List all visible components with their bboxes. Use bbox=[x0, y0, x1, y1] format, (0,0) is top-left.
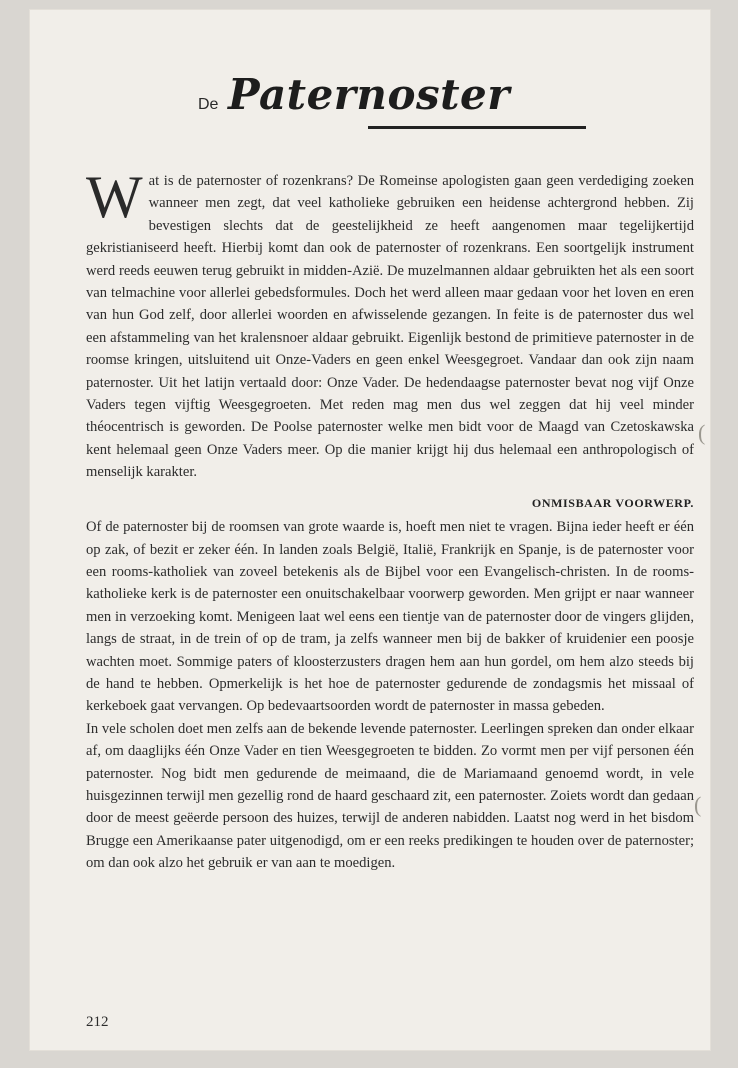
article-body bbox=[86, 164, 694, 875]
title-underline bbox=[368, 126, 586, 129]
paragraph-3: In vele scholen doet men zelfs aan de bekende levende paternoster. Leerlingen spreken dan onder elkaar af, om daaglijks één Onze Vader en tien Weesgegroeten te bidden. Zo vormt men per vijf personen één paternoster. Nog bidt men gedurende de meimaand, die de Mariamaand genoemd wordt, in vele huisgezinnen terwijl men gezellig rond de haard geschaard zit, een paternoster. Zoiets wordt dan gedaan door de meest geëerde persoon des huizes, terwijl de anderen nabidden. Laatst nog werd in het bisdom Brugge een Amerikaanse pater uitgenodigd, om er een reeks predikingen te houden over de paternoster; om dan ook alzo het gebruik er van aan te moedigen. bbox=[86, 720, 694, 872]
intro-paragraph bbox=[86, 164, 694, 484]
page-number: 212 bbox=[86, 1014, 109, 1030]
drop-cap: W bbox=[86, 164, 143, 230]
title-main: Paternoster bbox=[228, 70, 510, 119]
paragraph-2: Of de paternoster bij de roomsen van grote waarde is, hoeft men niet te vragen. Bijna ieder heeft er één op zak, of bezit er zeker één. In landen zoals België, Italië, Frankrijk en Spanje, is de paternoster voor een rooms-katholiek van zoveel betekenis als de Bijbel voor een Evangelisch-christen. In de rooms-katholieke kerk is de paternoster een onuitschakelbaar voorwerp geworden. Men grijpt er naar wanneer men in verzoeking komt. Menigeen laat wel eens een tientje van de paternoster door de vingers glijden, langs de straat, in de trein of op de tram, ja zelfs wanneer men bij de bakker of kruidenier een poosje wachten moet. Sommige paters of kloosterzusters dragen hem aan hun gordel, om hem alzo steeds bij de hand te hebben. Opmerkelijk is het hoe de paternoster gedurende de zondagsmis het missaal of kerkeboek gaat vervangen. Op bedevaartsoorden wordt de paternoster in massa gebeden. bbox=[86, 519, 694, 715]
title-prefix: De bbox=[198, 96, 219, 113]
margin-bracket-mark: ( bbox=[694, 792, 702, 817]
margin-bracket-mark: ( bbox=[698, 420, 706, 445]
magazine-page bbox=[30, 10, 710, 1050]
section-subheading: ONMISBAAR VOORWERP. bbox=[531, 495, 694, 510]
intro-text: at is de paternoster of rozenkrans? De Romeinse apologisten gaan geen verdediging zoeken wanneer men zegt, dat veel katholieke gebruiken een heidense achtergrond hebben. Zij bevestigen slechts dat de geestelijkheid ze heeft aangenomen maar tegelijkertijd gekristianiseerd heeft. Hierbij komt dan ook de paternoster of rozenkrans. Een soortgelijk instrument werd reeds eeuwen terug gebruikt in midden-Azië. De muzelmannen aldaar gebruikten het als een soort van telmachine voor allerlei gebedsformules. Doch het werd alleen maar gedaan voor het loven en eren van hun God zelf, door allerlei woorden en afwisselende gezangen. In feite is de paternoster dus wel een afstammeling van het kralensnoer aldaar gebruikt. Eigenlijk bestond de primitieve paternoster in de roomse kringen, uitsluitend uit Onze-Vaders en geen enkel Weesgegroet. Vandaar dan ook zijn naam paternoster. Uit het latijn vertaald door: Onze Vader. De hedendaagse paternoster bevat nog vijf Onze Vaders tegen vijftig Weesgegroeten. Met reden mag men dus wel zeggen dat hij veel minder théocentrisch is geworden. De Poolse paternoster welke men bidt voor de Maagd van Czetoskawska kent helemaal geen Onze Vaders meer. Op die manier krijgt hij dus helemaal een anthropologisch of menselijk karakter. bbox=[86, 173, 694, 481]
article-title bbox=[30, 66, 710, 126]
